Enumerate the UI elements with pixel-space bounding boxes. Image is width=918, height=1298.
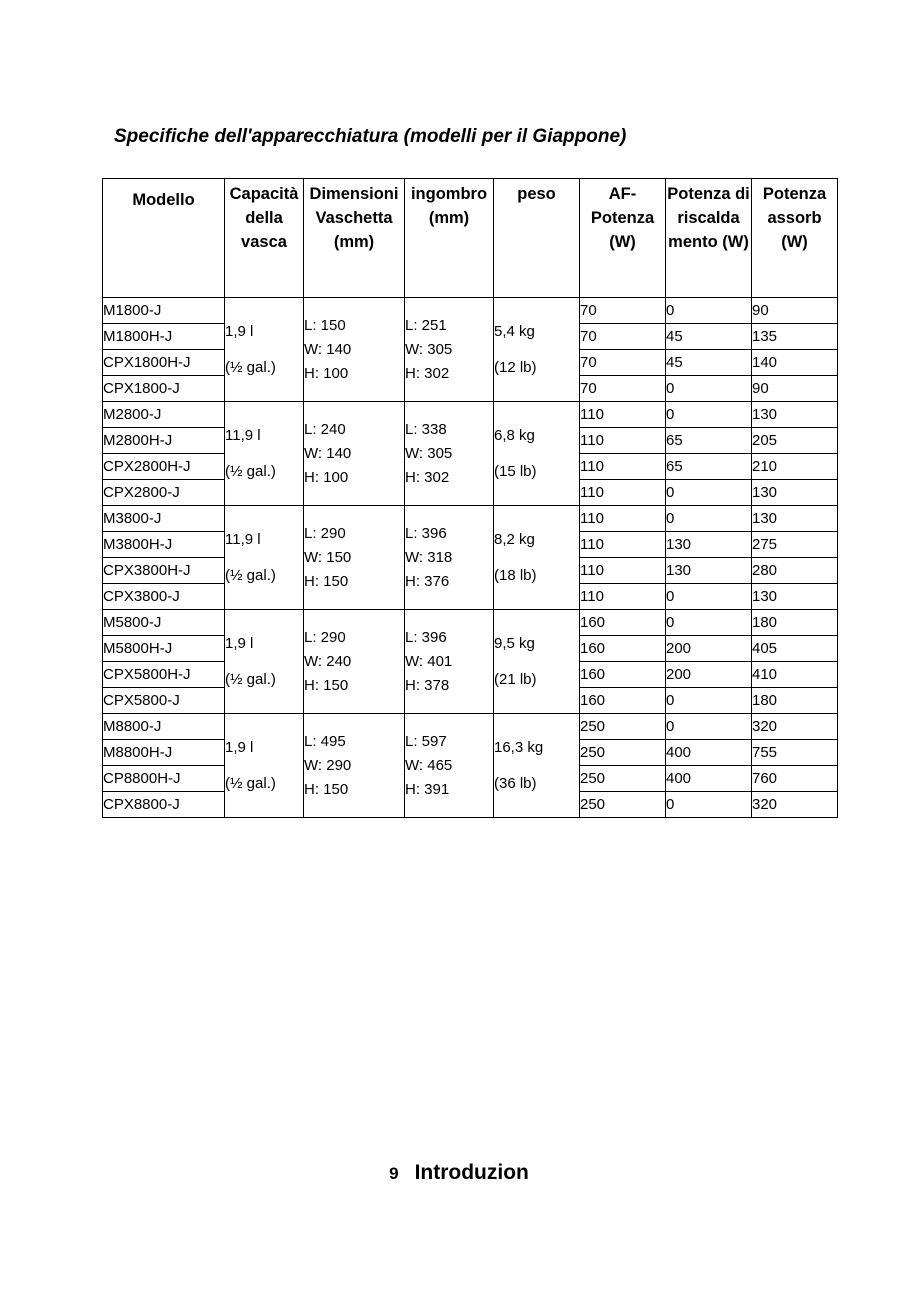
capacity-gallons: (½ gal.) xyxy=(225,358,276,376)
absorbed-power-cell: 135 xyxy=(752,324,838,350)
af-power-cell: 110 xyxy=(580,506,666,532)
tank-dimension: W: 290 xyxy=(304,756,352,774)
capacity-cell xyxy=(225,298,304,402)
model-cell: M3800-J xyxy=(103,506,225,532)
weight-cell xyxy=(494,298,580,402)
absorbed-power-cell: 755 xyxy=(752,740,838,766)
heating-power-cell: 130 xyxy=(666,532,752,558)
absorbed-power-cell: 130 xyxy=(752,584,838,610)
tank-dimension: L: 290 xyxy=(304,628,346,646)
footprint-dimension: L: 338 xyxy=(405,420,447,438)
footprint-dimension: H: 391 xyxy=(405,780,450,798)
capacity-cell xyxy=(225,714,304,818)
footprint-dimension: W: 465 xyxy=(405,756,453,774)
absorbed-power-cell: 280 xyxy=(752,558,838,584)
absorbed-power-cell: 130 xyxy=(752,402,838,428)
footer-title: Introduzion xyxy=(414,1161,529,1184)
capacity-gallons: (½ gal.) xyxy=(225,774,276,792)
header-ingombro: ingombro (mm) xyxy=(405,179,494,298)
footprint-dimension: W: 305 xyxy=(405,340,453,358)
heating-power-cell: 400 xyxy=(666,766,752,792)
heating-power-cell: 0 xyxy=(666,610,752,636)
capacity-cell xyxy=(225,506,304,610)
heating-power-cell: 65 xyxy=(666,428,752,454)
af-power-cell: 110 xyxy=(580,402,666,428)
heating-power-cell: 0 xyxy=(666,506,752,532)
af-power-cell: 250 xyxy=(580,766,666,792)
page-number: 9 xyxy=(389,1164,399,1183)
page-footer xyxy=(0,1161,918,1185)
header-potenza-riscaldamento: Potenza di riscalda mento (W) xyxy=(666,179,752,298)
absorbed-power-cell: 760 xyxy=(752,766,838,792)
weight-kg: 8,2 kg xyxy=(494,530,535,548)
heating-power-cell: 200 xyxy=(666,636,752,662)
af-power-cell: 250 xyxy=(580,714,666,740)
tank-dimension: L: 150 xyxy=(304,316,346,334)
absorbed-power-cell: 90 xyxy=(752,298,838,324)
tank-dimension: W: 240 xyxy=(304,652,352,670)
page-title: Specifiche dell'apparecchiatura (modelli per il Giappone) xyxy=(114,126,627,147)
footprint-dimension: W: 318 xyxy=(405,548,453,566)
footprint-cell xyxy=(405,506,494,610)
table-row xyxy=(103,610,838,636)
tank-dimensions-cell xyxy=(304,610,405,714)
heating-power-cell: 0 xyxy=(666,480,752,506)
tank-dimensions-cell xyxy=(304,402,405,506)
weight-lb: (12 lb) xyxy=(494,358,537,376)
heating-power-cell: 65 xyxy=(666,454,752,480)
af-power-cell: 70 xyxy=(580,324,666,350)
absorbed-power-cell: 275 xyxy=(752,532,838,558)
af-power-cell: 110 xyxy=(580,532,666,558)
af-power-cell: 160 xyxy=(580,688,666,714)
tank-dimensions-cell xyxy=(304,506,405,610)
table-row xyxy=(103,714,838,740)
af-power-cell: 160 xyxy=(580,610,666,636)
capacity-value: 1,9 l xyxy=(225,634,254,652)
tank-dimension: W: 140 xyxy=(304,444,352,462)
footprint-dimension: H: 302 xyxy=(405,468,450,486)
footprint-cell xyxy=(405,298,494,402)
tank-dimensions-cell xyxy=(304,714,405,818)
tank-dimension: L: 290 xyxy=(304,524,346,542)
af-power-cell: 110 xyxy=(580,454,666,480)
weight-kg: 16,3 kg xyxy=(494,738,544,756)
model-cell: M5800-J xyxy=(103,610,225,636)
header-dimensioni: Dimensioni Vaschetta (mm) xyxy=(304,179,405,298)
table-row xyxy=(103,402,838,428)
model-cell: M5800H-J xyxy=(103,636,225,662)
tank-dimensions-cell xyxy=(304,298,405,402)
absorbed-power-cell: 140 xyxy=(752,350,838,376)
tank-dimension: L: 240 xyxy=(304,420,346,438)
af-power-cell: 160 xyxy=(580,662,666,688)
weight-lb: (36 lb) xyxy=(494,774,537,792)
heating-power-cell: 45 xyxy=(666,350,752,376)
heating-power-cell: 130 xyxy=(666,558,752,584)
footprint-dimension: L: 597 xyxy=(405,732,447,750)
absorbed-power-cell: 410 xyxy=(752,662,838,688)
af-power-cell: 250 xyxy=(580,740,666,766)
absorbed-power-cell: 210 xyxy=(752,454,838,480)
absorbed-power-cell: 130 xyxy=(752,506,838,532)
weight-cell xyxy=(494,402,580,506)
weight-cell xyxy=(494,714,580,818)
model-cell: M1800H-J xyxy=(103,324,225,350)
weight-kg: 5,4 kg xyxy=(494,322,535,340)
absorbed-power-cell: 180 xyxy=(752,688,838,714)
tank-dimension: H: 150 xyxy=(304,572,349,590)
heating-power-cell: 45 xyxy=(666,324,752,350)
weight-lb: (18 lb) xyxy=(494,566,537,584)
af-power-cell: 70 xyxy=(580,376,666,402)
footprint-cell xyxy=(405,714,494,818)
heating-power-cell: 0 xyxy=(666,792,752,818)
model-cell: CPX5800-J xyxy=(103,688,225,714)
heating-power-cell: 0 xyxy=(666,376,752,402)
af-power-cell: 110 xyxy=(580,584,666,610)
tank-dimension: L: 495 xyxy=(304,732,346,750)
absorbed-power-cell: 205 xyxy=(752,428,838,454)
model-cell: M2800-J xyxy=(103,402,225,428)
heating-power-cell: 400 xyxy=(666,740,752,766)
capacity-gallons: (½ gal.) xyxy=(225,462,276,480)
af-power-cell: 70 xyxy=(580,350,666,376)
heating-power-cell: 0 xyxy=(666,714,752,740)
heating-power-cell: 0 xyxy=(666,688,752,714)
tank-dimension: W: 140 xyxy=(304,340,352,358)
footprint-dimension: H: 302 xyxy=(405,364,450,382)
af-power-cell: 110 xyxy=(580,428,666,454)
model-cell: M8800-J xyxy=(103,714,225,740)
tank-dimension: H: 150 xyxy=(304,780,349,798)
footprint-cell xyxy=(405,402,494,506)
af-power-cell: 70 xyxy=(580,298,666,324)
footprint-cell xyxy=(405,610,494,714)
capacity-value: 11,9 l xyxy=(225,426,261,444)
table-body xyxy=(103,298,838,818)
heating-power-cell: 0 xyxy=(666,298,752,324)
model-cell: CPX3800-J xyxy=(103,584,225,610)
model-cell: M1800-J xyxy=(103,298,225,324)
tank-dimension: H: 150 xyxy=(304,676,349,694)
capacity-value: 1,9 l xyxy=(225,322,254,340)
footprint-dimension: L: 396 xyxy=(405,524,447,542)
model-cell: CP8800H-J xyxy=(103,766,225,792)
footprint-dimension: H: 378 xyxy=(405,676,450,694)
header-row xyxy=(103,179,838,298)
footprint-dimension: W: 305 xyxy=(405,444,453,462)
absorbed-power-cell: 320 xyxy=(752,714,838,740)
heating-power-cell: 0 xyxy=(666,402,752,428)
capacity-cell xyxy=(225,610,304,714)
table-row xyxy=(103,506,838,532)
model-cell: CPX3800H-J xyxy=(103,558,225,584)
capacity-cell xyxy=(225,402,304,506)
footprint-dimension: L: 251 xyxy=(405,316,447,334)
header-peso: peso xyxy=(494,179,580,298)
header-capacita: Capacità della vasca xyxy=(225,179,304,298)
capacity-value: 11,9 l xyxy=(225,530,261,548)
header-modello: Modello xyxy=(103,179,225,298)
absorbed-power-cell: 130 xyxy=(752,480,838,506)
tank-dimension: H: 100 xyxy=(304,468,349,486)
spec-table xyxy=(102,178,838,818)
model-cell: CPX5800H-J xyxy=(103,662,225,688)
capacity-value: 1,9 l xyxy=(225,738,254,756)
table-header xyxy=(103,179,838,298)
absorbed-power-cell: 405 xyxy=(752,636,838,662)
model-cell: CPX2800-J xyxy=(103,480,225,506)
footprint-dimension: H: 376 xyxy=(405,572,450,590)
model-cell: M2800H-J xyxy=(103,428,225,454)
model-cell: CPX8800-J xyxy=(103,792,225,818)
af-power-cell: 250 xyxy=(580,792,666,818)
table-row xyxy=(103,298,838,324)
model-cell: M3800H-J xyxy=(103,532,225,558)
af-power-cell: 160 xyxy=(580,636,666,662)
af-power-cell: 110 xyxy=(580,480,666,506)
af-power-cell: 110 xyxy=(580,558,666,584)
weight-kg: 6,8 kg xyxy=(494,426,535,444)
heating-power-cell: 200 xyxy=(666,662,752,688)
footprint-dimension: W: 401 xyxy=(405,652,453,670)
model-cell: CPX1800-J xyxy=(103,376,225,402)
weight-kg: 9,5 kg xyxy=(494,634,535,652)
weight-lb: (15 lb) xyxy=(494,462,537,480)
model-cell: CPX2800H-J xyxy=(103,454,225,480)
weight-cell xyxy=(494,506,580,610)
tank-dimension: W: 150 xyxy=(304,548,352,566)
weight-cell xyxy=(494,610,580,714)
capacity-gallons: (½ gal.) xyxy=(225,566,276,584)
weight-lb: (21 lb) xyxy=(494,670,537,688)
header-af-potenza: AF-Potenza (W) xyxy=(580,179,666,298)
footprint-dimension: L: 396 xyxy=(405,628,447,646)
model-cell: CPX1800H-J xyxy=(103,350,225,376)
model-cell: M8800H-J xyxy=(103,740,225,766)
absorbed-power-cell: 180 xyxy=(752,610,838,636)
tank-dimension: H: 100 xyxy=(304,364,349,382)
absorbed-power-cell: 320 xyxy=(752,792,838,818)
absorbed-power-cell: 90 xyxy=(752,376,838,402)
capacity-gallons: (½ gal.) xyxy=(225,670,276,688)
header-potenza-assorb: Potenza assorb (W) xyxy=(752,179,838,298)
heating-power-cell: 0 xyxy=(666,584,752,610)
